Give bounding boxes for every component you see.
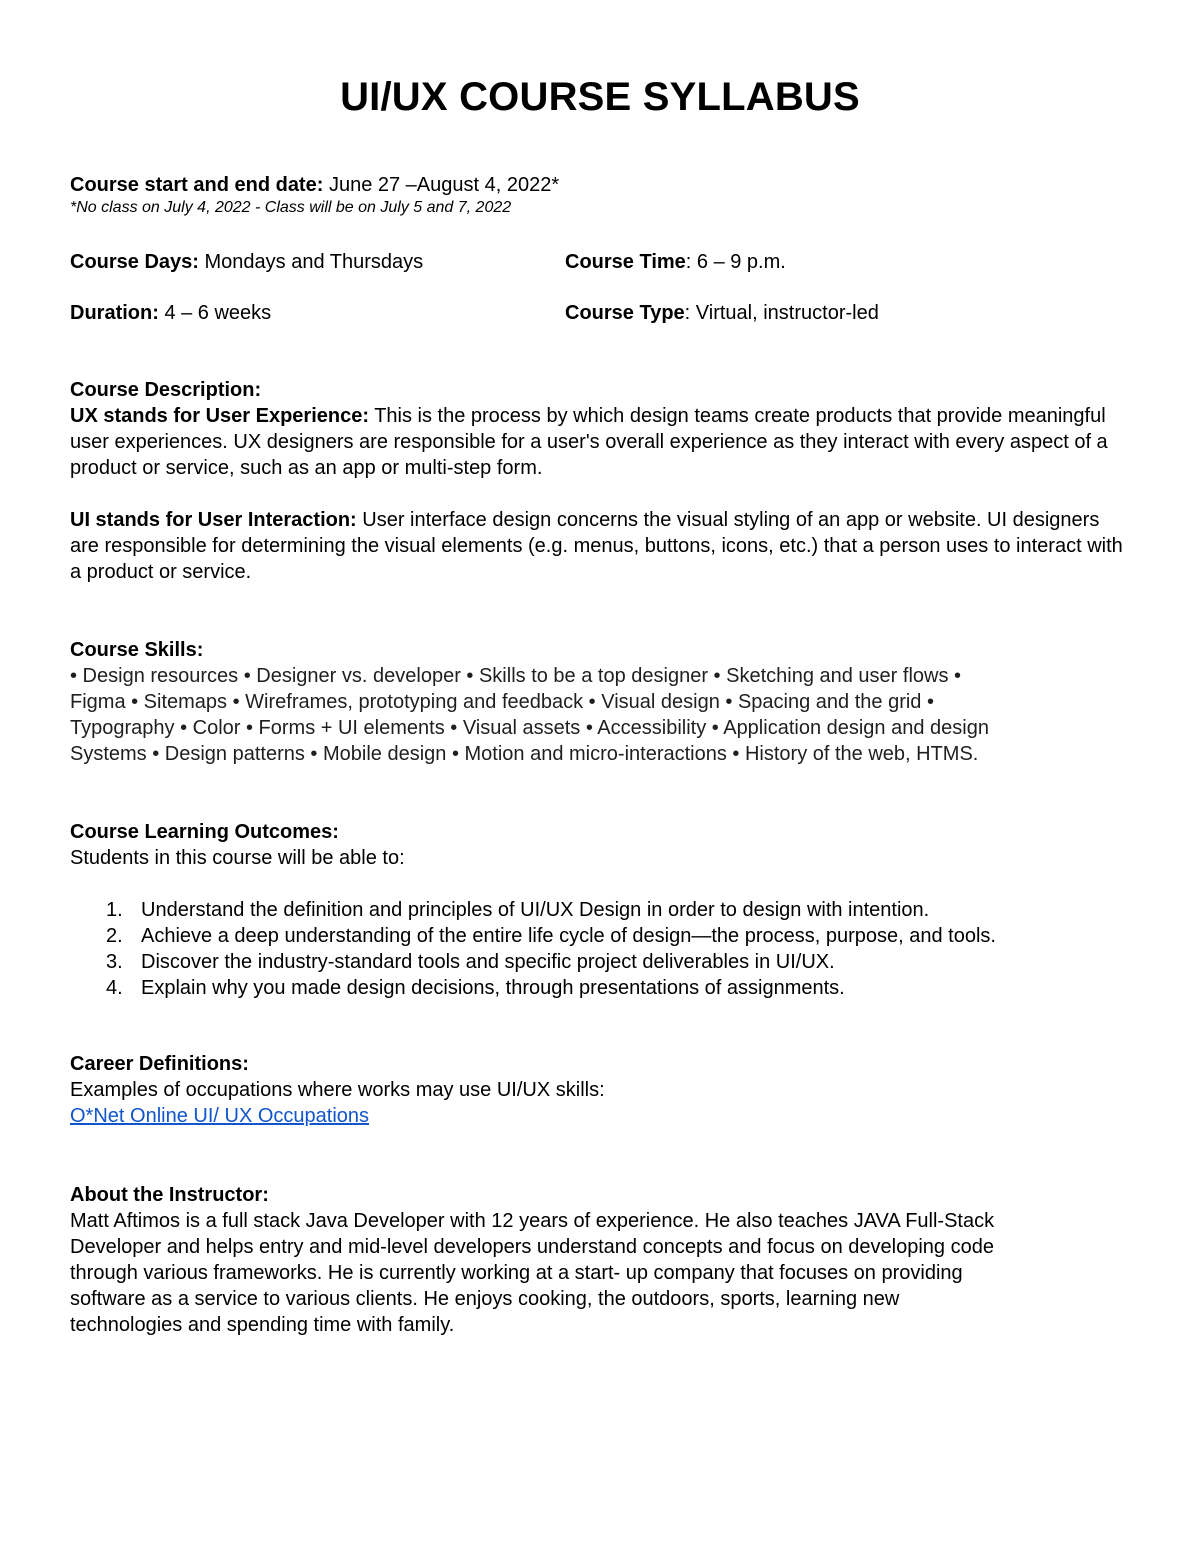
ux-text: This is the process by which design teams create products that provide meaningful user experiences. UX designers are responsible for a user's overall experience as they interact with every aspect of a product or service, such as an app or multi-step form. bbox=[70, 405, 1108, 479]
skills-line: Figma • Sitemaps • Wireframes, prototyping and feedback • Visual design • Spacing and the grid • bbox=[70, 691, 934, 713]
instructor-line: Matt Aftimos is a full stack Java Developer with 12 years of experience. He also teaches JAVA Full-Stack bbox=[70, 1210, 995, 1232]
outcomes-list bbox=[70, 897, 1130, 1001]
list-text: Discover the industry-standard tools and specific project deliverables in UI/UX. bbox=[141, 951, 835, 973]
instructor-line: software as a service to various clients. He enjoys cooking, the outdoors, sports, learning new bbox=[70, 1288, 900, 1310]
outcomes-intro: Students in this course will be able to: bbox=[70, 847, 405, 869]
instructor-heading: About the Instructor: bbox=[70, 1184, 269, 1206]
dates-value: June 27 –August 4, 2022* bbox=[323, 174, 560, 196]
ui-description bbox=[70, 507, 1130, 585]
course-skills bbox=[70, 637, 1130, 767]
ux-label: UX stands for User Experience: bbox=[70, 405, 369, 427]
course-duration bbox=[70, 300, 271, 326]
page-title: UI/UX COURSE SYLLABUS bbox=[340, 75, 860, 119]
list-number: 1. bbox=[106, 899, 123, 921]
ui-text: User interface design concerns the visual styling of an app or website. UI designers are responsible for determining the visual elements (e.g. menus, buttons, icons, etc.) that a person uses to interact with a product or service. bbox=[70, 509, 1123, 583]
days-time-row bbox=[70, 249, 1130, 275]
list-number: 3. bbox=[106, 951, 123, 973]
about-instructor bbox=[70, 1182, 1130, 1338]
ui-paragraph bbox=[70, 507, 1130, 585]
list-item bbox=[70, 923, 1130, 949]
time-label: Course Time bbox=[565, 251, 686, 273]
duration-value: 4 – 6 weeks bbox=[158, 302, 272, 324]
type-value: : Virtual, instructor-led bbox=[684, 302, 879, 324]
duration-type-row bbox=[70, 300, 1130, 326]
list-text: Achieve a deep understanding of the entire life cycle of design—the process, purpose, and tools. bbox=[141, 925, 996, 947]
list-text: Understand the definition and principles of UI/UX Design in order to design with intention. bbox=[141, 899, 930, 921]
ui-label: UI stands for User Interaction: bbox=[70, 509, 357, 531]
outcomes-heading: Course Learning Outcomes: bbox=[70, 821, 339, 843]
dates-note: *No class on July 4, 2022 - Class will be on July 5 and 7, 2022 bbox=[70, 199, 512, 216]
career-intro: Examples of occupations where works may use UI/UX skills: bbox=[70, 1079, 605, 1101]
skills-heading: Course Skills: bbox=[70, 639, 204, 661]
instructor-line: technologies and spending time with family. bbox=[70, 1314, 455, 1336]
list-number: 4. bbox=[106, 977, 123, 999]
career-heading: Career Definitions: bbox=[70, 1053, 249, 1075]
ux-paragraph bbox=[70, 403, 1130, 481]
list-item bbox=[70, 949, 1130, 975]
career-definitions bbox=[70, 1051, 1130, 1129]
list-text: Explain why you made design decisions, through presentations of assignments. bbox=[141, 977, 845, 999]
list-item bbox=[70, 897, 1130, 923]
list-item bbox=[70, 975, 1130, 1001]
instructor-line: through various frameworks. He is currently working at a start- up company that focuses on providing bbox=[70, 1262, 963, 1284]
course-dates bbox=[70, 172, 1130, 218]
type-label: Course Type bbox=[565, 302, 685, 324]
description-heading: Course Description: bbox=[70, 379, 262, 401]
outcomes-list-wrapper bbox=[70, 897, 1130, 1001]
instructor-line: Developer and helps entry and mid-level developers understand concepts and focus on developing code bbox=[70, 1236, 994, 1258]
skills-line: Typography • Color • Forms + UI elements • Visual assets • Accessibility • Application design and design bbox=[70, 717, 989, 739]
course-type bbox=[565, 300, 879, 326]
course-time bbox=[565, 249, 786, 275]
time-value: : 6 – 9 p.m. bbox=[685, 251, 786, 273]
duration-label: Duration: bbox=[70, 302, 159, 324]
days-label: Course Days: bbox=[70, 251, 199, 273]
course-days bbox=[70, 249, 423, 275]
days-value: Mondays and Thursdays bbox=[198, 251, 424, 273]
list-number: 2. bbox=[106, 925, 123, 947]
skills-line: • Design resources • Designer vs. developer • Skills to be a top designer • Sketching and user flows • bbox=[70, 665, 962, 687]
learning-outcomes bbox=[70, 819, 1130, 871]
onet-occupations-link[interactable]: O*Net Online UI/ UX Occupations bbox=[70, 1105, 370, 1127]
skills-line: Systems • Design patterns • Mobile design • Motion and micro-interactions • History of the web, HTMS. bbox=[70, 743, 979, 765]
dates-label: Course start and end date: bbox=[70, 174, 324, 196]
course-description bbox=[70, 377, 1130, 481]
